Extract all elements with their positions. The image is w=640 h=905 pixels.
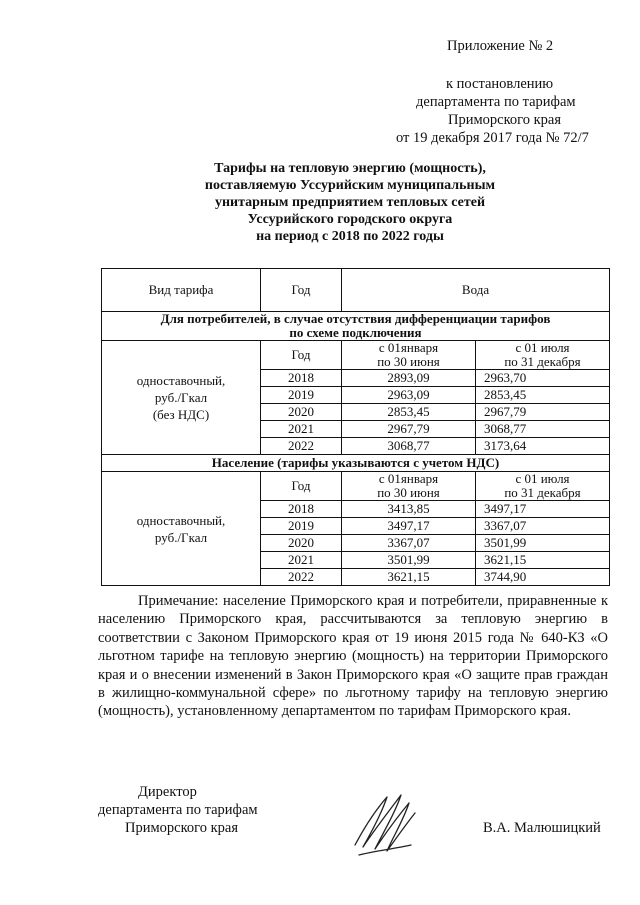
section-2-caption-row xyxy=(102,455,610,472)
s2-row-1-h2: 3497,17 xyxy=(476,501,610,518)
section-2-year-label: Год xyxy=(261,472,342,501)
signer-title-line-3: Приморского края xyxy=(125,820,239,836)
section-1-subheader-row xyxy=(102,341,610,370)
s2-row-4-h1: 3501,99 xyxy=(342,552,476,569)
title-line-3: унитарным предприятием тепловых сетей xyxy=(214,195,486,210)
header-year: Год xyxy=(261,269,342,312)
section-1-period-1-line-1: с 01января xyxy=(378,340,439,355)
note-text: Примечание: население Приморского края и потребители, приравненные к населению Приморского края, рассчитываются за тепловую энергию в соответствии с Законом Приморского края от 19 июня 2015 года № 640-КЗ «О льготном тарифе на тепловую энергию (мощность) на территории Приморского края и о внесении изменений в Закон Приморского края «О защите прав граждан в жилищно-коммунальной сфере» по льготному тарифу на тепловую энергию (мощность), установленному департаментом по тарифам Приморского края. xyxy=(98,593,608,720)
document-title xyxy=(150,160,550,245)
s2-row-2-year: 2019 xyxy=(261,518,342,535)
header-water: Вода xyxy=(342,269,610,312)
s1-row-3-year: 2020 xyxy=(261,404,342,421)
s2-row-5-h2: 3744,90 xyxy=(476,569,610,586)
s2-row-5-year: 2022 xyxy=(261,569,342,586)
s1-row-5-h1: 3068,77 xyxy=(342,438,476,455)
appendix-line-4: от 19 декабря 2017 года № 72/7 xyxy=(396,130,589,146)
s2-row-3-year: 2020 xyxy=(261,535,342,552)
section-2-period-2-line-1: с 01 июля xyxy=(515,471,570,486)
section-2-period-1-line-1: с 01января xyxy=(378,471,439,486)
note-paragraph xyxy=(98,592,608,721)
section-2-period-1 xyxy=(342,472,476,501)
handwritten-signature xyxy=(345,785,425,860)
tariff-table xyxy=(101,268,610,586)
signer-title-line-2: департамента по тарифам xyxy=(98,802,258,818)
s2-row-2-h2: 3367,07 xyxy=(476,518,610,535)
section-1-tariff-type xyxy=(102,341,261,455)
title-line-1: Тарифы на тепловую энергию (мощность), xyxy=(214,161,486,176)
s2-row-1-h1: 3413,85 xyxy=(342,501,476,518)
section-1-tariff-line-2: руб./Гкал xyxy=(154,390,208,405)
appendix-line-3: Приморского края xyxy=(448,112,562,128)
s1-row-3-h2: 2967,79 xyxy=(476,404,610,421)
section-2-tariff-line-2: руб./Гкал xyxy=(154,529,208,545)
section-1-period-1-line-2: по 30 июня xyxy=(377,354,440,369)
s1-row-4-h2: 3068,77 xyxy=(476,421,610,438)
section-1-period-2 xyxy=(476,341,610,370)
s2-row-5-h1: 3621,15 xyxy=(342,569,476,586)
s1-row-2-h1: 2963,09 xyxy=(342,387,476,404)
title-line-5: на период с 2018 по 2022 годы xyxy=(256,229,444,244)
signer-title-line-1: Директор xyxy=(138,784,197,800)
appendix-number: Приложение № 2 xyxy=(447,38,554,54)
section-2-subheader-row xyxy=(102,472,610,501)
section-2-period-1-line-2: по 30 июня xyxy=(377,485,440,500)
s2-row-3-h2: 3501,99 xyxy=(476,535,610,552)
section-1-caption-row xyxy=(102,312,610,341)
section-1-year-label: Год xyxy=(261,341,342,370)
s1-row-1-h1: 2893,09 xyxy=(342,370,476,387)
signer-name: В.А. Малюшицкий xyxy=(483,820,601,836)
s1-row-4-h1: 2967,79 xyxy=(342,421,476,438)
appendix-line-1: к постановлению xyxy=(446,76,554,92)
s1-row-3-h1: 2853,45 xyxy=(342,404,476,421)
section-1-tariff-line-3: (без НДС) xyxy=(152,407,210,422)
section-1-period-2-line-1: с 01 июля xyxy=(515,340,570,355)
table-header-row xyxy=(102,269,610,312)
section-1-caption-line-2: по схеме подключения xyxy=(289,325,422,340)
s1-row-5-h2: 3173,64 xyxy=(476,438,610,455)
section-2-caption: Население (тарифы указываются с учетом НДС) xyxy=(102,455,610,472)
s2-row-2-h1: 3497,17 xyxy=(342,518,476,535)
s1-row-5-year: 2022 xyxy=(261,438,342,455)
title-line-2: поставляемую Уссурийским муниципальным xyxy=(204,178,496,193)
section-2-tariff-type xyxy=(102,472,261,586)
section-2-tariff-line-1: одноставочный, xyxy=(136,512,226,528)
section-1-tariff-line-1: одноставочный, xyxy=(136,373,226,388)
s1-row-1-year: 2018 xyxy=(261,370,342,387)
s2-row-4-h2: 3621,15 xyxy=(476,552,610,569)
section-1-period-1 xyxy=(342,341,476,370)
s2-row-3-h1: 3367,07 xyxy=(342,535,476,552)
header-tariff-type: Вид тарифа xyxy=(102,269,261,312)
section-2-period-2-line-2: по 31 декабря xyxy=(504,485,581,500)
title-line-4: Уссурийского городского округа xyxy=(247,212,453,227)
section-2-period-2 xyxy=(476,472,610,501)
appendix-line-2: департамента по тарифам xyxy=(416,94,576,110)
section-1-caption xyxy=(102,312,610,341)
section-1-caption-line-1: Для потребителей, в случае отсутствия дифференциации тарифов xyxy=(160,311,551,326)
s1-row-2-h2: 2853,45 xyxy=(476,387,610,404)
s1-row-4-year: 2021 xyxy=(261,421,342,438)
s2-row-4-year: 2021 xyxy=(261,552,342,569)
s2-row-1-year: 2018 xyxy=(261,501,342,518)
section-1-period-2-line-2: по 31 декабря xyxy=(504,354,581,369)
s1-row-2-year: 2019 xyxy=(261,387,342,404)
s1-row-1-h2: 2963,70 xyxy=(476,370,610,387)
